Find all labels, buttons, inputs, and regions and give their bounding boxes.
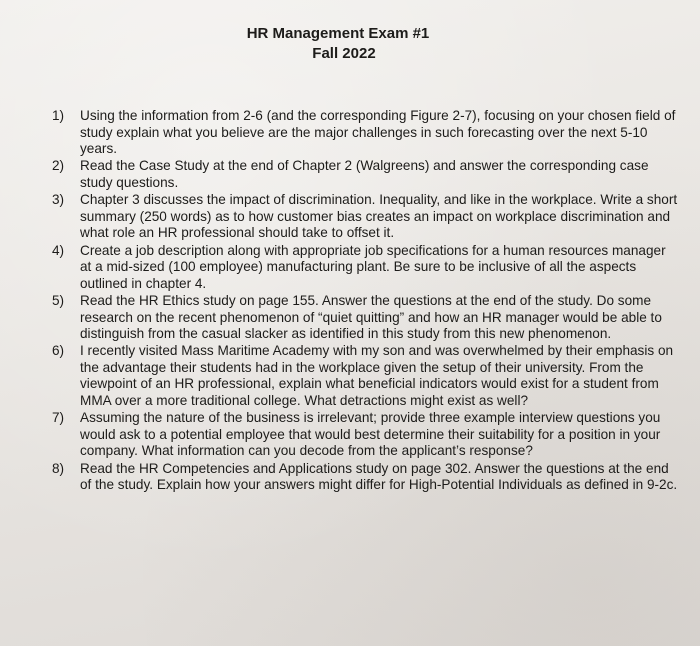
question-item <box>52 158 680 191</box>
question-text: Read the HR Competencies and Applications study on page 302. Answer the questions at the end of the study. Explain how your answers might differ for High-Potential Individuals as defined in 9-2c. <box>80 460 678 493</box>
question-number: 2) <box>52 158 65 174</box>
question-item <box>52 461 680 494</box>
question-number: 5) <box>52 292 65 308</box>
question-text: Read the Case Study at the end of Chapter 2 (Walgreens) and answer the corresponding case study questions. <box>80 158 649 190</box>
question-item <box>52 108 680 158</box>
question-item <box>52 410 680 460</box>
question-item <box>52 192 680 242</box>
exam-term: Fall 2022 <box>312 45 376 62</box>
question-item <box>52 343 680 409</box>
question-number: 4) <box>52 242 65 258</box>
question-text: Chapter 3 discusses the impact of discrimination. Inequality, and like in the workplace. Write a short summary (250 words) as to how customer bias creates an impact on workplace discrimination and what role an HR professional should take to offset it. <box>80 192 678 241</box>
question-text: Read the HR Ethics study on page 155. Answer the questions at the end of the study. Do some research on the recent phenomenon of “quiet quitting” and how an HR manager would be able to distinguish from the casual slacker as identified in this study from this new phenomenon. <box>80 292 662 342</box>
question-item <box>52 293 680 343</box>
exam-title: HR Management Exam #1 <box>246 25 430 42</box>
question-list <box>52 108 680 494</box>
question-number: 3) <box>52 192 65 208</box>
question-number: 6) <box>52 343 65 359</box>
question-number: 7) <box>52 410 65 426</box>
exam-header <box>0 24 700 64</box>
question-number: 1) <box>52 108 65 123</box>
question-number: 8) <box>52 460 65 476</box>
question-item <box>52 243 680 293</box>
question-text: I recently visited Mass Maritime Academy with my son and was overwhelmed by their emphasis on the advantage their students had in the workplace given the setup of their university. From the viewpoint of an HR professional, explain what beneficial indicators would exist for a student from MMA over a more traditional college. What detractions might exist as well? <box>80 343 674 409</box>
question-text: Assuming the nature of the business is irrelevant; provide three example interview questions you would ask to a potential employee that would best determine their suitability for a position in your company. What information can you decode from the applicant’s response? <box>80 410 661 459</box>
question-text: Create a job description along with appropriate job specifications for a human resources manager at a mid-sized (100 employee) manufacturing plant. Be sure to be inclusive of all the aspects outlined in chapter 4. <box>80 242 666 291</box>
question-text: Using the information from 2-6 (and the corresponding Figure 2-7), focusing on your chosen field of study explain what you believe are the major challenges in such forecasting over the next 5-10 years. <box>80 108 676 157</box>
